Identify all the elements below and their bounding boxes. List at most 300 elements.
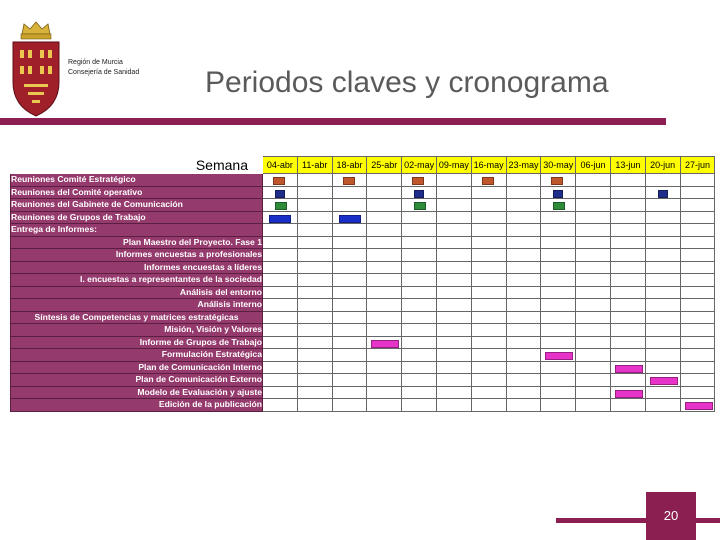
week-cell: [471, 211, 506, 224]
week-cell: [506, 399, 541, 412]
week-cell: [680, 261, 715, 274]
week-cell: [680, 236, 715, 249]
task-label: Reuniones del Gabinete de Comunicación: [11, 199, 263, 212]
meeting-marker: [273, 177, 285, 185]
week-cell: [436, 199, 471, 212]
week-cell: [402, 261, 437, 274]
week-cell: [436, 386, 471, 399]
week-cell: [332, 174, 367, 187]
week-cell: [541, 399, 576, 412]
week-cell: [332, 336, 367, 349]
task-label: Plan de Comunicación Interno: [11, 361, 263, 374]
week-cell: [402, 199, 437, 212]
week-cell: [645, 311, 680, 324]
week-cell: [471, 236, 506, 249]
schedule-bar: [371, 340, 399, 348]
week-cell: [297, 386, 332, 399]
week-cell: [680, 249, 715, 262]
week-cell: [436, 399, 471, 412]
week-cell: [610, 199, 645, 212]
task-row: [11, 336, 715, 349]
week-cell: [297, 299, 332, 312]
week-header: 23-may: [506, 157, 541, 174]
week-cell: [645, 399, 680, 412]
week-cell: [610, 299, 645, 312]
task-row: [11, 386, 715, 399]
week-cell: [471, 199, 506, 212]
week-cell: [367, 236, 402, 249]
task-row: [11, 299, 715, 312]
task-label: Plan Maestro del Proyecto. Fase 1: [11, 236, 263, 249]
task-label: Informe de Grupos de Trabajo: [11, 336, 263, 349]
week-cell: [610, 274, 645, 287]
week-cell: [506, 386, 541, 399]
week-cell: [541, 186, 576, 199]
week-cell: [680, 274, 715, 287]
week-header: 18-abr: [332, 157, 367, 174]
task-label: Síntesis de Competencias y matrices estratégicas: [11, 311, 263, 324]
week-cell: [332, 224, 367, 237]
week-cell: [610, 236, 645, 249]
week-cell: [506, 174, 541, 187]
week-cell: [541, 386, 576, 399]
task-row: [11, 186, 715, 199]
week-cell: [263, 374, 298, 387]
week-cell: [645, 374, 680, 387]
week-cell: [332, 199, 367, 212]
week-cell: [436, 174, 471, 187]
meeting-marker: [482, 177, 494, 185]
task-row: [11, 274, 715, 287]
week-cell: [576, 236, 611, 249]
week-cell: [645, 199, 680, 212]
task-row: [11, 324, 715, 337]
week-cell: [610, 174, 645, 187]
task-label: Análisis interno: [11, 299, 263, 312]
week-cell: [402, 236, 437, 249]
week-cell: [645, 299, 680, 312]
week-cell: [506, 299, 541, 312]
week-cell: [541, 324, 576, 337]
task-label: Reuniones de Grupos de Trabajo: [11, 211, 263, 224]
week-cell: [402, 336, 437, 349]
schedule-bar: [685, 402, 713, 410]
week-cell: [332, 374, 367, 387]
task-row: [11, 261, 715, 274]
week-cell: [576, 174, 611, 187]
meeting-marker: [553, 190, 563, 198]
week-header: 11-abr: [297, 157, 332, 174]
task-label: Reuniones Comité Estratégico: [11, 174, 263, 187]
week-cell: [610, 311, 645, 324]
week-cell: [610, 349, 645, 362]
week-cell: [332, 261, 367, 274]
week-cell: [680, 361, 715, 374]
week-header: 27-jun: [680, 157, 715, 174]
week-header: 20-jun: [645, 157, 680, 174]
week-cell: [332, 399, 367, 412]
week-cell: [367, 374, 402, 387]
week-cell: [645, 186, 680, 199]
week-cell: [367, 324, 402, 337]
task-label: Análisis del entorno: [11, 286, 263, 299]
week-cell: [402, 399, 437, 412]
week-cell: [541, 249, 576, 262]
week-cell: [506, 361, 541, 374]
week-cell: [645, 324, 680, 337]
week-cell: [471, 311, 506, 324]
week-cell: [471, 286, 506, 299]
week-cell: [332, 249, 367, 262]
week-cell: [367, 361, 402, 374]
week-cell: [367, 286, 402, 299]
week-cell: [680, 224, 715, 237]
week-cell: [436, 299, 471, 312]
week-cell: [297, 224, 332, 237]
week-cell: [297, 399, 332, 412]
week-cell: [367, 349, 402, 362]
week-cell: [297, 324, 332, 337]
week-cell: [576, 186, 611, 199]
org-department: Consejería de Sanidad: [68, 69, 140, 76]
week-cell: [263, 299, 298, 312]
week-cell: [541, 374, 576, 387]
week-cell: [402, 349, 437, 362]
week-cell: [541, 311, 576, 324]
week-cell: [297, 311, 332, 324]
week-cell: [297, 374, 332, 387]
gantt-header-row: [11, 157, 715, 174]
week-cell: [645, 174, 680, 187]
week-cell: [576, 299, 611, 312]
week-cell: [297, 336, 332, 349]
week-cell: [506, 274, 541, 287]
week-cell: [263, 174, 298, 187]
week-cell: [367, 224, 402, 237]
week-cell: [610, 261, 645, 274]
week-header: 13-jun: [610, 157, 645, 174]
week-cell: [471, 186, 506, 199]
week-cell: [506, 199, 541, 212]
meeting-marker: [412, 177, 424, 185]
week-cell: [402, 274, 437, 287]
week-cell: [471, 274, 506, 287]
schedule-bar: [650, 377, 678, 385]
schedule-bar: [615, 365, 643, 373]
week-cell: [263, 249, 298, 262]
task-row: [11, 374, 715, 387]
week-cell: [576, 336, 611, 349]
week-header: 09-may: [436, 157, 471, 174]
week-cell: [332, 311, 367, 324]
week-cell: [471, 174, 506, 187]
week-cell: [576, 311, 611, 324]
week-cell: [297, 236, 332, 249]
week-cell: [367, 386, 402, 399]
meeting-marker: [339, 215, 361, 223]
schedule-bar: [615, 390, 643, 398]
task-label: Reuniones del Comité operativo: [11, 186, 263, 199]
week-cell: [471, 349, 506, 362]
week-cell: [680, 186, 715, 199]
week-cell: [645, 211, 680, 224]
week-cell: [576, 211, 611, 224]
week-cell: [402, 386, 437, 399]
week-cell: [297, 349, 332, 362]
week-cell: [263, 236, 298, 249]
week-cell: [471, 249, 506, 262]
week-cell: [541, 286, 576, 299]
week-cell: [263, 386, 298, 399]
week-cell: [680, 299, 715, 312]
week-cell: [471, 336, 506, 349]
week-cell: [576, 224, 611, 237]
week-cell: [332, 286, 367, 299]
task-row: [11, 249, 715, 262]
week-cell: [506, 211, 541, 224]
week-cell: [402, 361, 437, 374]
week-cell: [506, 249, 541, 262]
week-cell: [645, 386, 680, 399]
week-cell: [436, 261, 471, 274]
week-cell: [332, 186, 367, 199]
week-cell: [506, 224, 541, 237]
week-cell: [680, 211, 715, 224]
week-cell: [680, 336, 715, 349]
week-cell: [541, 361, 576, 374]
page-title: Periodos claves y cronograma: [205, 66, 609, 99]
week-cell: [332, 324, 367, 337]
week-cell: [367, 249, 402, 262]
task-label: Plan de Comunicación Externo: [11, 374, 263, 387]
task-label: Edición de la publicación: [11, 399, 263, 412]
week-cell: [263, 186, 298, 199]
week-cell: [576, 361, 611, 374]
week-cell: [610, 224, 645, 237]
week-cell: [263, 199, 298, 212]
week-cell: [645, 286, 680, 299]
meeting-marker: [269, 215, 291, 223]
week-cell: [402, 224, 437, 237]
week-cell: [506, 349, 541, 362]
week-cell: [680, 324, 715, 337]
week-cell: [367, 274, 402, 287]
week-cell: [263, 324, 298, 337]
week-header: 25-abr: [367, 157, 402, 174]
meeting-marker: [414, 190, 424, 198]
week-cell: [332, 274, 367, 287]
week-cell: [436, 361, 471, 374]
week-cell: [367, 311, 402, 324]
week-cell: [263, 311, 298, 324]
week-cell: [506, 311, 541, 324]
week-cell: [645, 249, 680, 262]
week-cell: [610, 361, 645, 374]
week-cell: [541, 236, 576, 249]
week-cell: [367, 336, 402, 349]
week-cell: [402, 324, 437, 337]
week-cell: [680, 349, 715, 362]
week-cell: [263, 261, 298, 274]
week-cell: [402, 249, 437, 262]
week-header: 06-jun: [576, 157, 611, 174]
task-label: Informes encuestas a líderes: [11, 261, 263, 274]
week-cell: [297, 211, 332, 224]
week-cell: [645, 361, 680, 374]
week-cell: [541, 174, 576, 187]
week-cell: [576, 286, 611, 299]
week-cell: [263, 274, 298, 287]
week-cell: [367, 211, 402, 224]
week-cell: [471, 261, 506, 274]
week-cell: [506, 336, 541, 349]
meeting-marker: [551, 177, 563, 185]
week-cell: [576, 324, 611, 337]
week-cell: [680, 399, 715, 412]
week-cell: [332, 349, 367, 362]
task-label: Modelo de Evaluación y ajuste: [11, 386, 263, 399]
meeting-marker: [275, 202, 287, 210]
week-cell: [367, 174, 402, 187]
week-cell: [645, 236, 680, 249]
week-cell: [506, 186, 541, 199]
task-row: [11, 174, 715, 187]
title-divider: [0, 118, 666, 125]
task-label: Entrega de Informes:: [11, 224, 263, 237]
task-row: [11, 286, 715, 299]
task-row: [11, 211, 715, 224]
week-cell: [402, 211, 437, 224]
week-cell: [610, 211, 645, 224]
week-cell: [541, 211, 576, 224]
week-cell: [645, 261, 680, 274]
week-cell: [332, 211, 367, 224]
org-region: Región de Murcia: [68, 59, 123, 66]
week-cell: [610, 374, 645, 387]
week-cell: [436, 286, 471, 299]
week-cell: [541, 224, 576, 237]
week-cell: [610, 336, 645, 349]
week-cell: [576, 199, 611, 212]
task-label: I. encuestas a representantes de la sociedad: [11, 274, 263, 287]
week-cell: [297, 361, 332, 374]
task-label: Misión, Visión y Valores: [11, 324, 263, 337]
meeting-marker: [553, 202, 565, 210]
week-cell: [297, 186, 332, 199]
week-header: 04-abr: [263, 157, 298, 174]
week-cell: [367, 399, 402, 412]
schedule-bar: [545, 352, 573, 360]
week-cell: [541, 274, 576, 287]
week-cell: [297, 261, 332, 274]
task-row: [11, 349, 715, 362]
week-cell: [402, 286, 437, 299]
week-cell: [645, 349, 680, 362]
week-cell: [645, 274, 680, 287]
week-cell: [506, 374, 541, 387]
week-cell: [297, 174, 332, 187]
week-cell: [680, 286, 715, 299]
week-cell: [436, 374, 471, 387]
week-axis-label: Semana: [11, 157, 263, 174]
task-row: [11, 311, 715, 324]
week-cell: [576, 274, 611, 287]
week-cell: [402, 186, 437, 199]
week-cell: [610, 324, 645, 337]
gantt-chart: [10, 156, 715, 412]
week-cell: [297, 286, 332, 299]
week-cell: [680, 311, 715, 324]
week-cell: [506, 324, 541, 337]
week-cell: [297, 249, 332, 262]
task-label: Formulación Estratégica: [11, 349, 263, 362]
week-cell: [471, 224, 506, 237]
week-cell: [367, 299, 402, 312]
week-cell: [610, 286, 645, 299]
week-cell: [576, 349, 611, 362]
meeting-marker: [414, 202, 426, 210]
week-cell: [471, 299, 506, 312]
task-row: [11, 399, 715, 412]
week-cell: [263, 286, 298, 299]
week-cell: [541, 261, 576, 274]
week-cell: [332, 236, 367, 249]
meeting-marker: [343, 177, 355, 185]
task-row: [11, 224, 715, 237]
page-number: 20: [646, 492, 696, 540]
week-cell: [541, 299, 576, 312]
week-cell: [680, 174, 715, 187]
week-cell: [610, 399, 645, 412]
week-cell: [263, 399, 298, 412]
week-cell: [402, 299, 437, 312]
week-cell: [506, 261, 541, 274]
week-cell: [576, 399, 611, 412]
week-cell: [436, 236, 471, 249]
week-header: 16-may: [471, 157, 506, 174]
week-cell: [541, 336, 576, 349]
week-cell: [610, 249, 645, 262]
week-cell: [332, 386, 367, 399]
meeting-marker: [658, 190, 668, 198]
week-cell: [263, 336, 298, 349]
week-cell: [367, 199, 402, 212]
week-cell: [576, 249, 611, 262]
week-cell: [367, 261, 402, 274]
week-cell: [680, 386, 715, 399]
week-cell: [471, 386, 506, 399]
week-cell: [263, 211, 298, 224]
week-cell: [506, 286, 541, 299]
meeting-marker: [275, 190, 285, 198]
week-cell: [402, 374, 437, 387]
week-cell: [402, 311, 437, 324]
task-row: [11, 361, 715, 374]
week-cell: [436, 324, 471, 337]
week-cell: [680, 199, 715, 212]
week-cell: [436, 186, 471, 199]
task-row: [11, 199, 715, 212]
week-cell: [436, 274, 471, 287]
week-cell: [610, 186, 645, 199]
week-cell: [645, 336, 680, 349]
week-cell: [471, 361, 506, 374]
week-cell: [471, 324, 506, 337]
week-cell: [367, 186, 402, 199]
week-cell: [436, 249, 471, 262]
week-cell: [576, 374, 611, 387]
week-cell: [263, 361, 298, 374]
